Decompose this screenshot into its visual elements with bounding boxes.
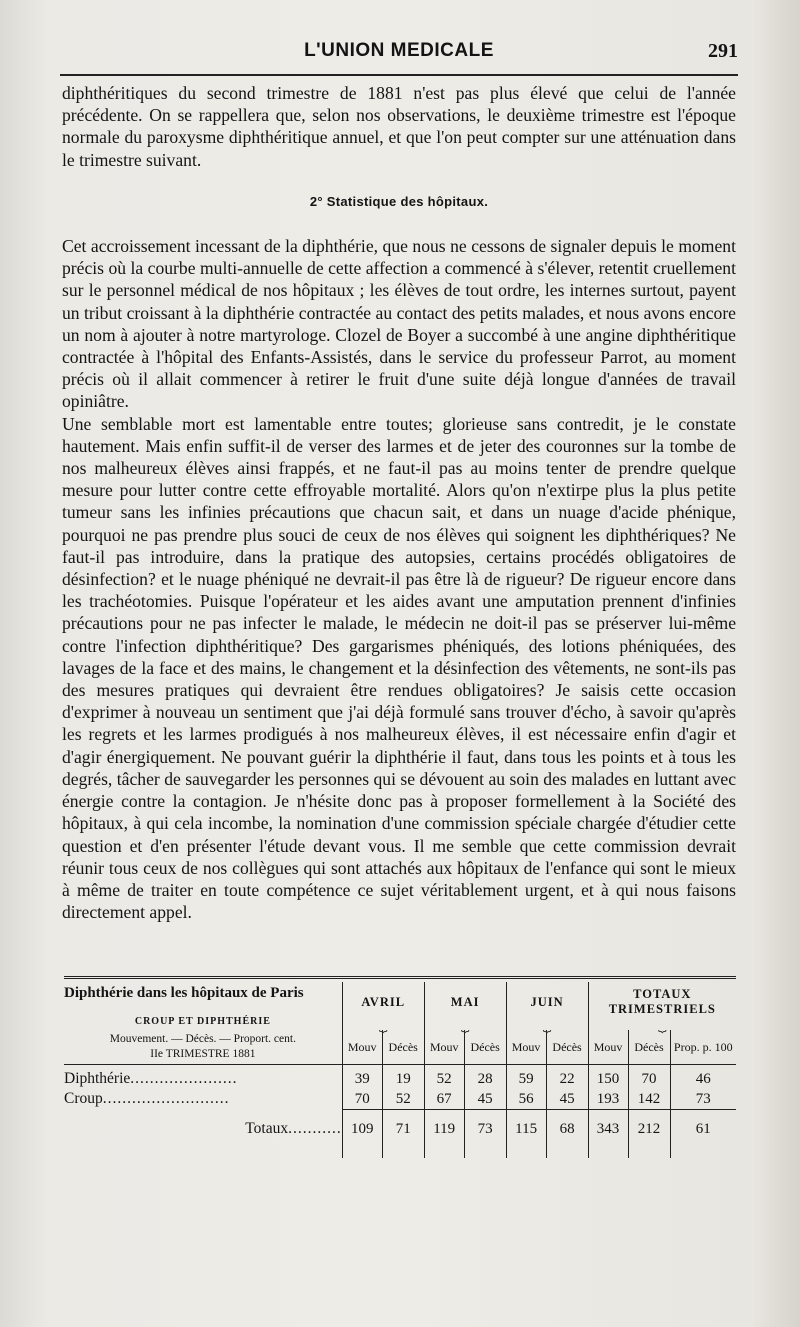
paragraph-2: Cet accroissement incessant de la diphthérie, que nous ne cessons de signaler depuis le moment précis où la courbe multi-annuelle de cette affection a commencé à s'élever, retentit cruellement sur le personnel médical de nos hôpitaux ; les élèves de tout ordre, les internes surtout, payent un tribut croissant à la diphthérie contractée au contact des petits malades, et nous avons encore un nom à ajouter à notre martyrologe. Clozel de Boyer a succombé à une angine diphthéritique contractée à l'hôpital des Enfants-Assistés, dans le service du professeur Parrot, au moment précis où il allait commencer à retirer le fruit d'une suite déjà longue d'années de travail opiniâtre.: [62, 236, 736, 412]
cell: 39: [342, 1069, 382, 1089]
cell: 119: [424, 1114, 464, 1144]
brace: ⏟: [342, 1022, 424, 1030]
table-row: [64, 1069, 736, 1089]
row-label-text: Croup: [64, 1090, 103, 1108]
col-deces: Décès: [628, 1030, 670, 1065]
table-top-rule: [64, 976, 736, 979]
cell: 70: [628, 1069, 670, 1089]
table-footer-space: [64, 1144, 736, 1158]
section-heading: 2° Statistique des hôpitaux.: [309, 193, 489, 209]
cell: 56: [506, 1089, 546, 1110]
cell: 19: [382, 1069, 424, 1089]
page-number: 291: [708, 40, 738, 62]
cell: 142: [628, 1089, 670, 1110]
cell: 28: [464, 1069, 506, 1089]
cell: 67: [424, 1089, 464, 1110]
cell: 343: [588, 1114, 628, 1144]
cell: 45: [546, 1089, 588, 1110]
article-body: [62, 82, 736, 923]
page-header: [60, 38, 738, 66]
table-caption-cell: [64, 982, 342, 1030]
table-row: [64, 1089, 736, 1110]
leader-dots: ...........: [288, 1120, 342, 1137]
col-deces: Décès: [464, 1030, 506, 1065]
totals-header: TOTAUX TRIMESTRIELS: [588, 982, 736, 1022]
leader-dots: ......................: [130, 1070, 238, 1087]
cell: 45: [464, 1089, 506, 1110]
cell: 59: [506, 1069, 546, 1089]
brace: ⏟: [424, 1022, 506, 1030]
row-label-diphtherie: [64, 1069, 342, 1089]
hospital-statistics-table: [64, 982, 736, 1158]
cell: 68: [546, 1114, 588, 1144]
cell: 73: [670, 1089, 736, 1110]
month-header-april: AVRIL: [342, 982, 424, 1022]
header-rule: [60, 74, 738, 76]
totals-label-text: Totaux: [245, 1120, 289, 1137]
table-subcaption: CROUP ET DIPHTHÉRIE: [134, 1016, 271, 1027]
cell: 52: [382, 1089, 424, 1110]
month-header-may: MAI: [424, 982, 506, 1022]
table-legend-cell: [64, 1030, 342, 1065]
row-label-text: Diphthérie: [64, 1070, 131, 1087]
cell: 61: [670, 1114, 736, 1144]
running-title: L'UNION MEDICALE: [304, 40, 494, 61]
paragraph-1: diphthéritiques du second trimestre de 1881 n'est pas plus élevé que celui de l'année précédente. On se rappellera que, selon nos observations, le deuxième trimestre est l'époque normale du paroxysme diphthéritique annuel, et que l'on peut compter sur une atténuation dans le trimestre suivant.: [62, 83, 736, 170]
col-mouv: Mouv: [424, 1030, 464, 1065]
col-proportion: Prop. p. 100: [670, 1030, 736, 1065]
table-legend: Mouvement. — Décès. — Proport. cent.: [109, 1033, 296, 1045]
paragraph-3: Une semblable mort est lamentable entre toutes; glorieuse sans contredit, je le constate hautement. Mais enfin suffit-il de verser des larmes et de jeter des couronnes sur la tombe de nos malheureux élèves ainsi frappés, et ne faut-il pas au moins tenter de prendre quelque mesure pour lutter contre cette effroyable mortalité. Alors qu'on n'extirpe plus la plus petite tumeur sans les infinies précautions que chacun sait, et dans un nuage d'acide phénique, pourquoi ne pas prendre plus souci de ceux de nos élèves qui soignent les diphthériques? Ne faut-il pas introduire, dans la pratique des autopsies, certains procédés obligatoires de désinfection? et le nuage phéniqué ne devrait-il pas être là de rigueur? De rigueur encore dans les trachéotomies. Puisque l'opérateur et les aides avant une amputation prennent d'infinies précautions pour ne pas infecter le malade, le médecin ne doit-il pas se préserver lui-même contre l'infection diphthéritique? Des gargarismes phéniqués, des lotions phéniquées, des lavages de la face et des mains, le changement et la désinfection des vêtements, ne sont-ils pas des mesures pratiques qui devraient être rendues obligatoires? Je saisis cette occasion d'exprimer à nouveau un sentiment que j'ai déjà formulé sans trouver d'écho, à savoir qu'après les regrets et les larmes prodigués à nos malheureux élèves, il est nécessaire enfin d'agir et d'agir énergiquement. Ne pouvant guérir la diphthérie il faut, dans tous les points et à tous les degrés, tâcher de sauvegarder les personnes qui se dévouent au soin des malades en luttant avec énergie contre la contagion. Je n'hésite donc pas à proposer formellement à la Société des hôpitaux, à qui cela incombe, la nomination d'une commission spéciale chargée d'étudier cette question et d'en présenter l'étude devant vous. Il me semble que cette commission devrait réunir tous ceux de nos collègues qui sont attachés aux hôpitaux de l'enfance qui sont le mieux à même de traiter en toute compétence ce sujet véritablement urgent, et à qui nous faisons directement appel.: [62, 413, 736, 923]
totals-label: [64, 1114, 342, 1144]
cell: 115: [506, 1114, 546, 1144]
cell: 212: [628, 1114, 670, 1144]
cell: 46: [670, 1069, 736, 1089]
cell: 150: [588, 1069, 628, 1089]
col-mouv: Mouv: [342, 1030, 382, 1065]
month-header-june: JUIN: [506, 982, 588, 1022]
cell: 193: [588, 1089, 628, 1110]
leader-dots: ..........................: [102, 1090, 230, 1108]
col-deces: Décès: [546, 1030, 588, 1065]
col-mouv: Mouv: [588, 1030, 628, 1065]
row-label-croup: [64, 1089, 342, 1110]
cell: 73: [464, 1114, 506, 1144]
table-caption: Diphthérie dans les hôpitaux de Paris: [64, 985, 304, 1001]
table-period: IIe TRIMESTRE 1881: [150, 1048, 256, 1060]
brace: ⏟: [588, 1022, 736, 1030]
totals-row: [64, 1114, 736, 1144]
cell: 70: [342, 1089, 382, 1110]
cell: 109: [342, 1114, 382, 1144]
brace: ⏟: [506, 1022, 588, 1030]
cell: 52: [424, 1069, 464, 1089]
col-mouv: Mouv: [506, 1030, 546, 1065]
col-deces: Décès: [382, 1030, 424, 1065]
cell: 22: [546, 1069, 588, 1089]
cell: 71: [382, 1114, 424, 1144]
